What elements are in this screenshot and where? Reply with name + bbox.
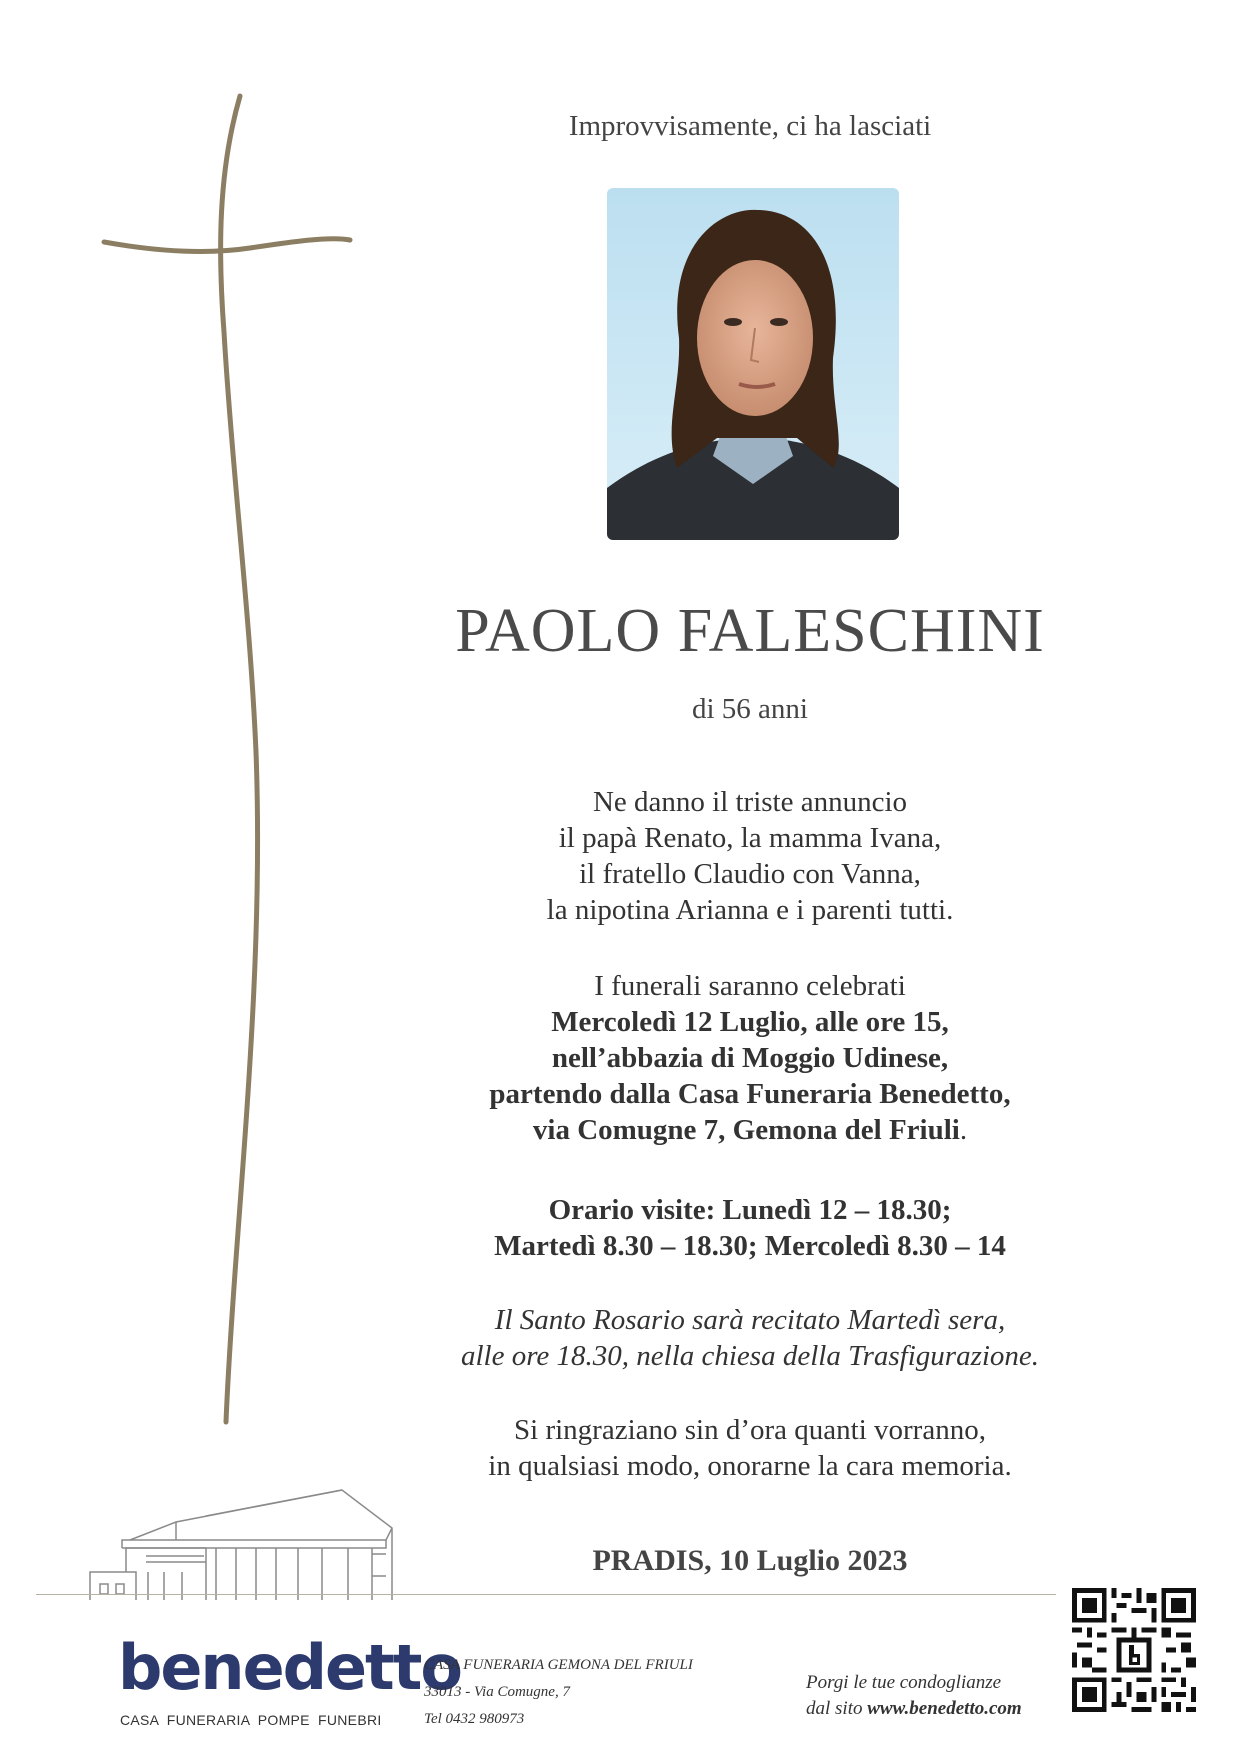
funeral-line-last — [420, 1112, 1080, 1148]
deceased-age: di 56 anni — [692, 693, 808, 725]
funeral-home-building-icon — [86, 1476, 406, 1602]
address-line: CASA FUNERARIA GEMONA DEL FRIULI — [424, 1657, 693, 1673]
announcement-line: Ne danno il triste annuncio — [592, 786, 908, 818]
announcement-paragraph — [420, 784, 1080, 928]
address-line: 33013 - Via Comugne, 7 — [424, 1684, 570, 1700]
condolences-line — [806, 1696, 1022, 1722]
footer-address — [424, 1652, 693, 1733]
cross-icon — [100, 92, 360, 1432]
announcement-line: il fratello Claudio con Vanna, — [579, 858, 921, 890]
thanks-line: Si ringraziano sin d’ora quanti vorranno, — [514, 1414, 986, 1446]
funeral-paragraph — [420, 968, 1080, 1148]
rosary-paragraph — [420, 1302, 1080, 1374]
condolences-prefix: dal sito — [806, 1698, 868, 1719]
thanks-paragraph — [420, 1412, 1080, 1484]
funeral-line: nell’abbazia di Moggio Udinese, — [551, 1042, 949, 1074]
benedetto-logo: benedetto — [118, 1631, 461, 1704]
condolences-site-link[interactable]: www.benedetto.com — [867, 1698, 1022, 1719]
deceased-name: PAOLO FALESCHINI — [455, 597, 1045, 665]
condolences-line: Porgi le tue condoglianze — [806, 1672, 1002, 1693]
logo-subtitle: CASA FUNERARIA POMPE FUNEBRI — [120, 1712, 382, 1728]
intro-text: Improvvisamente, ci ha lasciati — [568, 110, 932, 142]
funeral-intro: I funerali saranno celebrati — [594, 970, 906, 1002]
place-date: PRADIS, 10 Luglio 2023 — [592, 1544, 908, 1577]
portrait-photo — [607, 188, 899, 540]
rosary-line: alle ore 18.30, nella chiesa della Trasfigurazione. — [460, 1340, 1040, 1372]
funeral-line: Mercoledì 12 Luglio, alle ore 15, — [551, 1006, 949, 1038]
visits-line: Martedì 8.30 – 18.30; Mercoledì 8.30 – 14 — [494, 1230, 1006, 1262]
visits-paragraph — [420, 1192, 1080, 1264]
footer-divider — [36, 1594, 1056, 1595]
condolences-text — [806, 1670, 1022, 1722]
announcement-line: il papà Renato, la mamma Ivana, — [558, 822, 942, 854]
funeral-line: via Comugne 7, Gemona del Friuli — [532, 1114, 960, 1146]
funeral-end-punct: . — [959, 1114, 968, 1146]
qr-code-icon[interactable] — [1072, 1588, 1196, 1712]
address-line: Tel 0432 980973 — [424, 1711, 525, 1727]
funeral-line: partendo dalla Casa Funeraria Benedetto, — [489, 1078, 1011, 1110]
visits-line: Orario visite: Lunedì 12 – 18.30; — [548, 1194, 952, 1226]
thanks-line: in qualsiasi modo, onorarne la cara memoria. — [488, 1450, 1012, 1482]
announcement-line: la nipotina Arianna e i parenti tutti. — [546, 894, 954, 926]
rosary-line: Il Santo Rosario sarà recitato Martedì sera, — [494, 1304, 1006, 1336]
